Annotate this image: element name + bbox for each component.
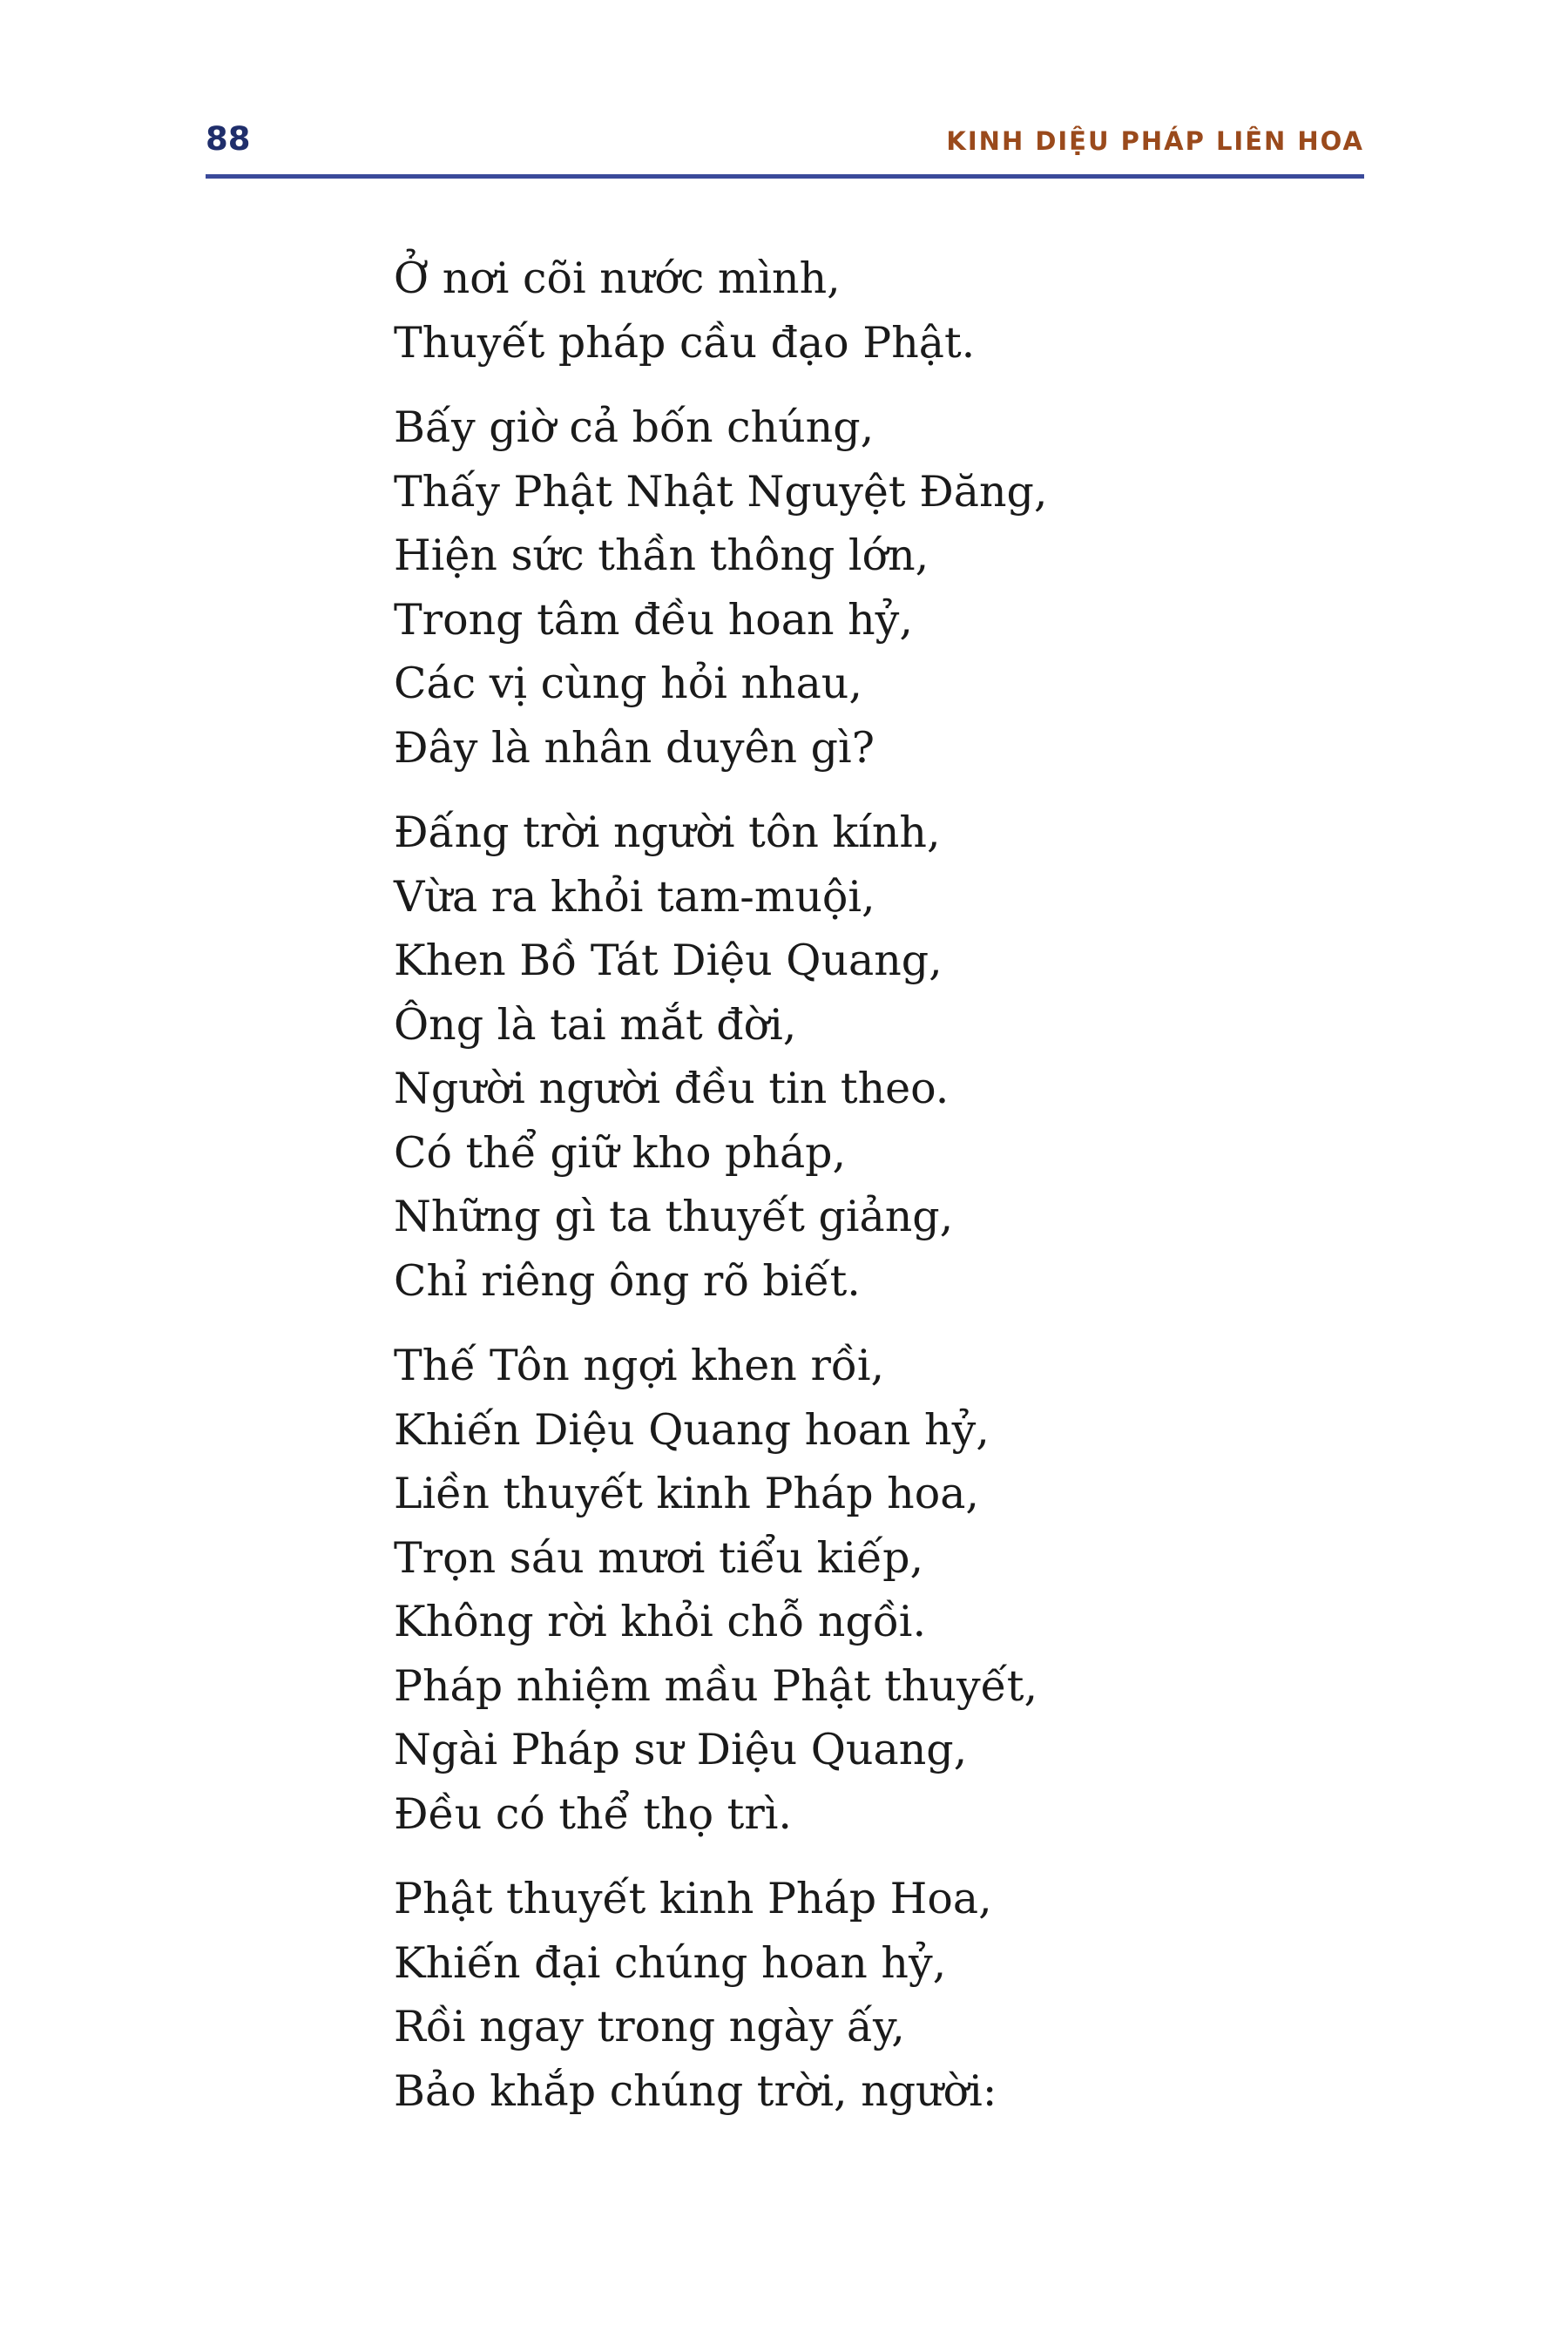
poem-line: Những gì ta thuyết giảng,	[394, 1192, 954, 1241]
poem-stanza	[394, 1867, 1352, 2123]
poem-line: Trong tâm đều hoan hỷ,	[394, 594, 913, 645]
poem-line: Không rời khỏi chỗ ngồi.	[394, 1597, 927, 1646]
header-rule	[206, 174, 1364, 179]
running-title: KINH DIỆU PHÁP LIÊN HOA	[946, 126, 1364, 156]
poem-line: Bấy giờ cả bốn chúng,	[394, 402, 875, 452]
page-header	[206, 120, 1364, 174]
poem-line: Ở nơi cõi nước mình,	[394, 253, 841, 303]
poem-line: Khen Bồ Tát Diệu Quang,	[394, 936, 943, 985]
poem-line: Người người đều tin theo.	[394, 1064, 950, 1113]
poem-line: Ngài Pháp sư Diệu Quang,	[394, 1725, 968, 1774]
poem-line: Đấng trời người tôn kính,	[394, 808, 941, 857]
poem-line: Vừa ra khỏi tam-muội,	[394, 871, 875, 922]
poem-line: Rồi ngay trong ngày ấy,	[394, 2002, 905, 2051]
poem-line: Khiến Diệu Quang hoan hỷ,	[394, 1404, 990, 1455]
poem-stanza	[394, 801, 1352, 1313]
poem-stanza	[394, 247, 1352, 375]
poem-line: Pháp nhiệm mầu Phật thuyết,	[394, 1660, 1038, 1711]
poem-line: Khiến đại chúng hoan hỷ,	[394, 1937, 947, 1988]
poem-stanza	[394, 1334, 1352, 1846]
poem-line: Phật thuyết kinh Pháp Hoa,	[394, 1874, 992, 1923]
poem-stanza	[394, 395, 1352, 780]
poem-line: Liền thuyết kinh Pháp hoa,	[394, 1469, 979, 1518]
page-number: 88	[206, 120, 251, 158]
poem-line: Thấy Phật Nhật Nguyệt Đăng,	[394, 466, 1048, 517]
poem-body	[394, 247, 1352, 2144]
poem-line: Trọn sáu mươi tiểu kiếp,	[394, 1532, 924, 1583]
poem-line: Có thể giữ kho pháp,	[394, 1127, 847, 1178]
poem-line: Đều có thể thọ trì.	[394, 1788, 793, 1839]
poem-line: Thế Tôn ngợi khen rồi,	[394, 1341, 885, 1390]
poem-line: Đây là nhân duyên gì?	[394, 722, 875, 773]
poem-line: Hiện sức thần thông lớn,	[394, 531, 929, 580]
poem-line: Các vị cùng hỏi nhau,	[394, 659, 862, 708]
poem-line: Thuyết pháp cầu đạo Phật.	[394, 317, 976, 368]
poem-line: Chỉ riêng ông rõ biết.	[394, 1255, 861, 1306]
poem-line: Ông là tai mắt đời,	[394, 999, 797, 1050]
poem-line: Bảo khắp chúng trời, người:	[394, 2065, 997, 2116]
